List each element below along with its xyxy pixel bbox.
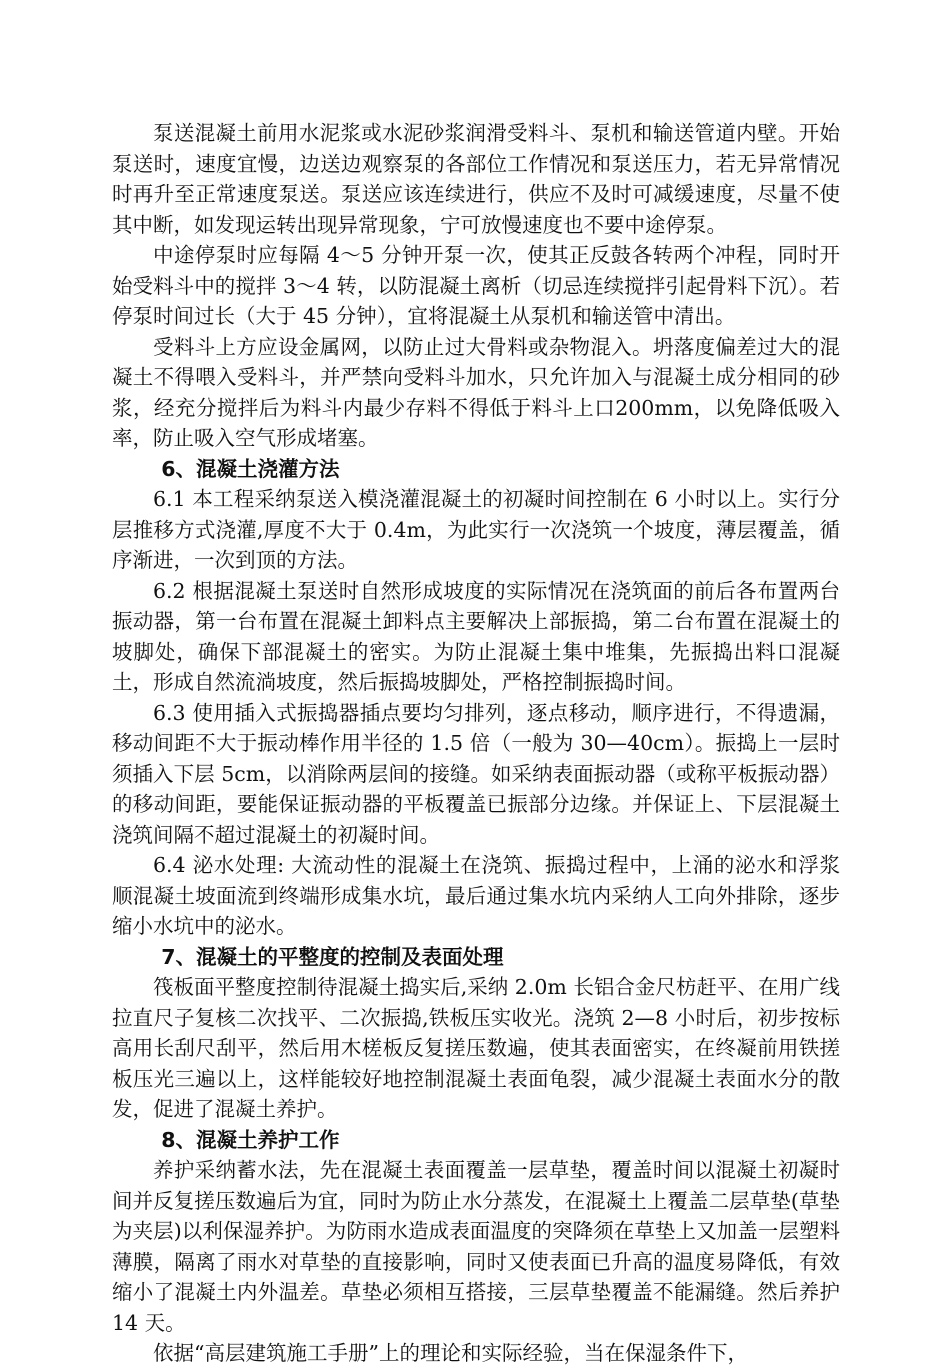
section-heading-pouring-method: 6、混凝土浇灌方法 (161, 456, 340, 481)
section-heading-surface-treatment: 7、混凝土的平整度的控制及表面处理 (161, 944, 504, 969)
document-body (112, 118, 840, 1369)
paragraph-curing-method: 养护采纳蓄水法，先在混凝土表面覆盖一层草垫，覆盖时间以混凝土初凝时间并反复搓压数遍后为宜，同时为防止水分蒸发，在混凝土上覆盖二层草垫(草垫为夹层)以利保湿养护。为防雨水造成表面温度的突降须在草垫上又加盖一层塑料薄膜，隔离了雨水对草垫的直接影响，同时又使表面已升高的温度易降低，有效缩小了混凝土内外温差。草垫必须相互搭接，三层草垫覆盖不能漏缝。然后养护 14 天。 (112, 1158, 840, 1335)
paragraph-pump-stoppage: 中途停泵时应每隔 4～5 分钟开泵一次，使其正反鼓各转两个冲程，同时开始受料斗中的搅拌 3～4 转，以防混凝土离析（切忌连续搅拌引起骨料下沉）。若停泵时间过长（大于 45 分钟），宜将混凝土从泵机和输送管中清出。 (112, 243, 840, 328)
paragraph-handbook-reference: 依据“高层建筑施工手册”上的理论和实际经验，当在保湿条件下， (153, 1341, 748, 1365)
paragraph-6-4: 6.4 泌水处理: 大流动性的混凝土在浇筑、振捣过程中，上涌的泌水和浮浆顺混凝土坡面流到终端形成集水坑，最后通过集水坑内采纳人工向外排除，逐步缩小水坑中的泌水。 (112, 853, 840, 938)
paragraph-hopper-mesh: 受料斗上方应设金属网，以防止过大骨料或杂物混入。坍落度偏差过大的混凝土不得喂入受料斗，并严禁向受料斗加水，只允许加入与混凝土成分相同的砂浆，经充分搅拌后为料斗内最少存料不得低于料斗上口200mm，以免降低吸入率，防止吸入空气形成堵塞。 (112, 334, 840, 450)
paragraph-6-3: 6.3 使用插入式振捣器插点要均匀排列，逐点移动，顺序进行，不得遗漏，移动间距不大于振动棒作用半径的 1.5 倍（一般为 30—40cm）。振捣上一层时须插入下层 5cm，以消除两层间的接缝。如采纳表面振动器（或称平板振动器）的移动间距，要能保证振动器的平板覆盖已振部分边缘。并保证上、下层混凝土浇筑间隔不超过混凝土的初凝时间。 (112, 700, 840, 847)
paragraph-6-2: 6.2 根据混凝土泵送时自然形成坡度的实际情况在浇筑面的前后各布置两台振动器，第一台布置在混凝土卸料点主要解决上部振捣，第二台布置在混凝土的坡脚处，确保下部混凝土的密实。为防止混凝土集中堆集，先振捣出料口混凝土，形成自然流淌坡度，然后振捣坡脚处，严格控制振捣时间。 (112, 578, 840, 694)
section-heading-curing: 8、混凝土养护工作 (161, 1127, 340, 1152)
paragraph-pump-lubrication: 泵送混凝土前用水泥浆或水泥砂浆润滑受料斗、泵机和输送管道内壁。开始泵送时，速度宜慢，边送边观察泵的各部位工作情况和泵送压力，若无异常情况时再升至正常速度泵送。泵送应该连续进行，供应不及时可减缓速度，尽量不使其中断，如发现运转出现异常现象，宁可放慢速度也不要中途停泵。 (112, 121, 840, 237)
paragraph-6-1: 6.1 本工程采纳泵送入模浇灌混凝土的初凝时间控制在 6 小时以上。实行分层推移方式浇灌,厚度不大于 0.4m，为此实行一次浇筑一个坡度，薄层覆盖，循序渐进，一次到顶的方法。 (112, 487, 840, 572)
paragraph-flatness-control: 筏板面平整度控制待混凝土捣实后,采纳 2.0m 长铝合金尺枋赶平、在用广线拉直尺子复核二次找平、二次振捣,铁板压实收光。浇筑 2—8 小时后，初步按标高用长刮尺刮平，然后用木槎板反复搓压数遍，使其表面密实，在终凝前用铁搓板压光三遍以上，这样能较好地控制混凝土表面龟裂，减少混凝土表面水分的散发，促进了混凝土养护。 (112, 975, 840, 1121)
